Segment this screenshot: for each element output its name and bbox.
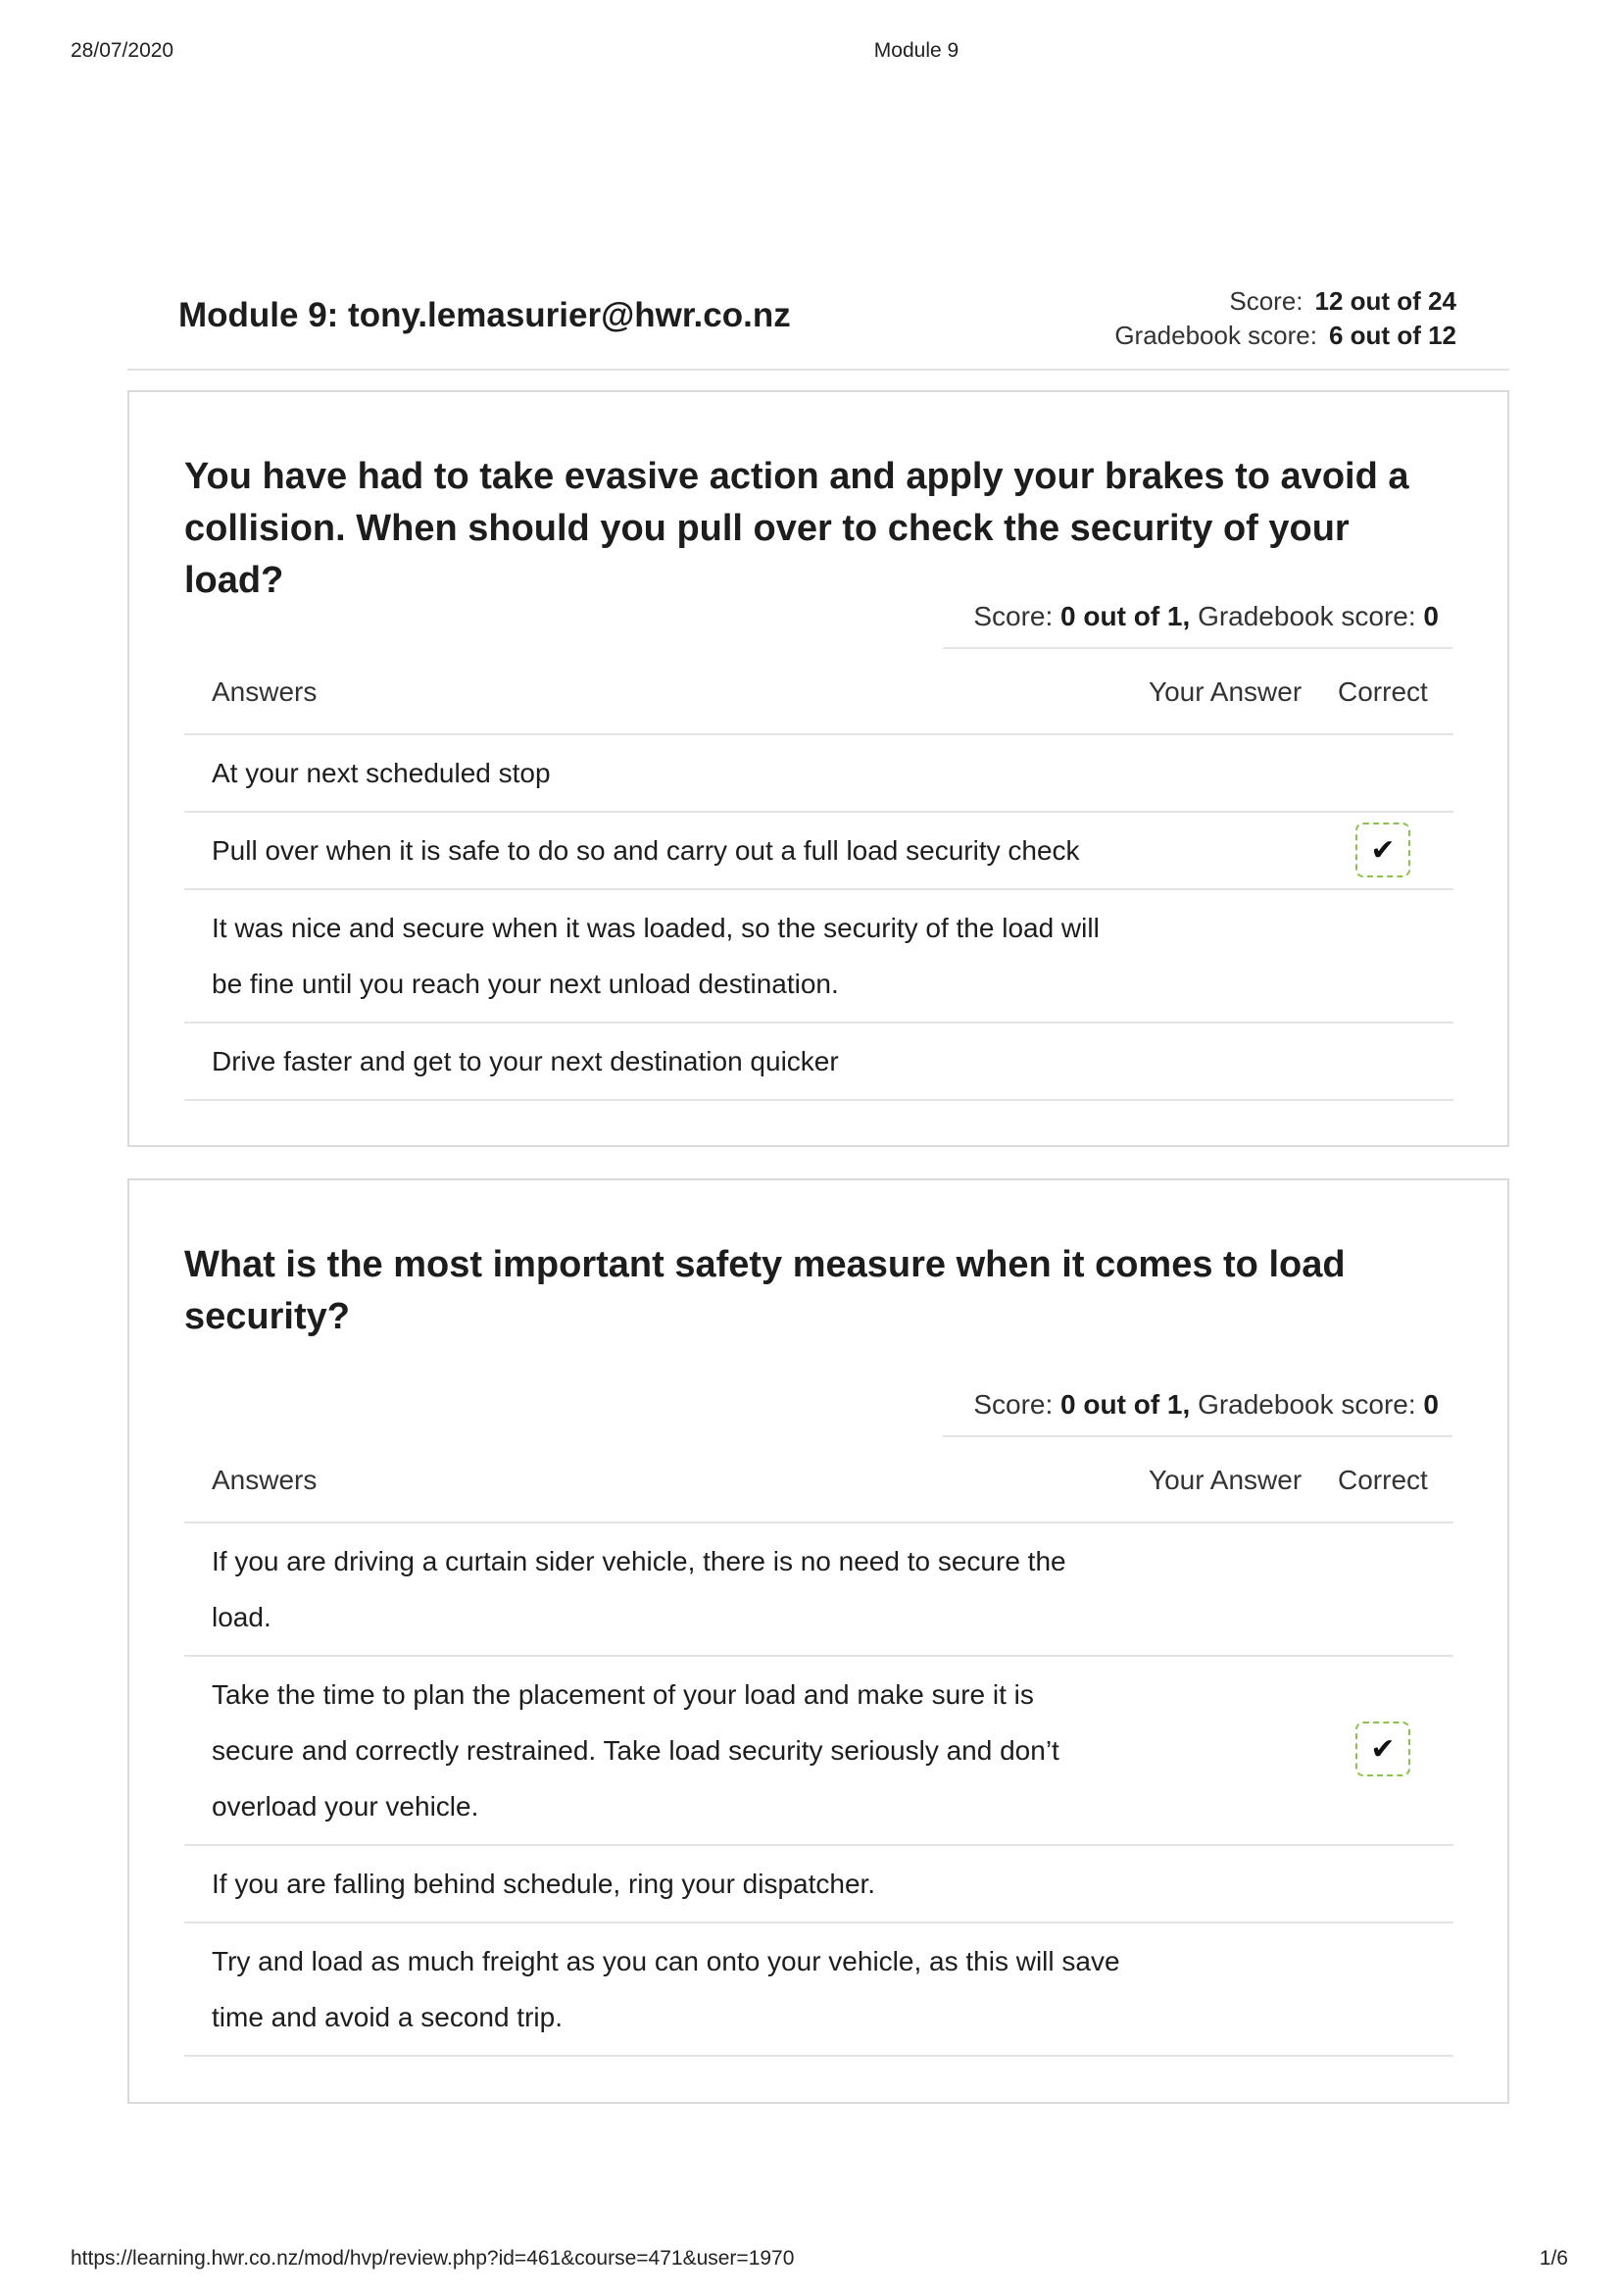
question-text: What is the most important safety measure when it comes to load security? <box>184 1244 1346 1337</box>
question-score-value: 0 out of 1, <box>1060 601 1191 631</box>
question-score <box>943 1376 1452 1437</box>
answer-row <box>184 1523 1453 1657</box>
module-gradebook-score <box>1114 319 1456 353</box>
question-card-1 <box>127 390 1509 1147</box>
answer-row <box>184 1657 1453 1846</box>
question-gradebook-label: Gradebook score: <box>1198 1389 1416 1420</box>
check-icon: ✔ <box>1370 832 1396 868</box>
header-correct: Correct <box>1338 1465 1428 1495</box>
answer-row <box>184 1023 1453 1101</box>
answer-row <box>184 890 1453 1023</box>
answer-text: Try and load as much freight as you can onto your vehicle, as this will save time and avoid a second trip. <box>212 1946 1120 2032</box>
module-score-value: 12 out of 24 <box>1314 286 1456 316</box>
question-text: You have had to take evasive action and apply your brakes to avoid a collision. When should you pull over to check the security of your load? <box>184 456 1409 601</box>
answer-row <box>184 1923 1453 2057</box>
module-scores <box>1114 284 1456 353</box>
print-footer <box>0 2247 1623 2276</box>
page-title: Module 9: tony.lemasurier@hwr.co.nz <box>178 296 791 334</box>
answers-table-header <box>184 657 1453 735</box>
answer-text: It was nice and secure when it was loaded, so the security of the load will be fine until you reach your next unload destination. <box>212 913 1100 999</box>
question-gradebook-value: 0 <box>1423 601 1439 631</box>
question-score-label: Score: <box>973 1389 1054 1420</box>
answer-row <box>184 1846 1453 1923</box>
answer-text: Pull over when it is safe to do so and carry out a full load security check <box>212 835 1080 866</box>
check-icon: ✔ <box>1370 1731 1396 1767</box>
answers-table <box>184 657 1453 1101</box>
print-header <box>0 39 1623 69</box>
module-header <box>127 275 1509 371</box>
answer-text: Drive faster and get to your next destination quicker <box>212 1046 839 1076</box>
answer-text: If you are driving a curtain sider vehicle, there is no need to secure the load. <box>212 1546 1066 1632</box>
answers-table <box>184 1445 1453 2057</box>
question-gradebook-value: 0 <box>1423 1389 1439 1420</box>
module-score-label: Score: <box>1229 286 1303 316</box>
header-answers: Answers <box>212 676 318 707</box>
module-gradebook-label: Gradebook score: <box>1114 321 1317 350</box>
answers-table-header <box>184 1445 1453 1523</box>
question-card-2 <box>127 1178 1509 2104</box>
answer-row <box>184 735 1453 813</box>
question-gradebook-label: Gradebook score: <box>1198 601 1416 631</box>
answer-text: If you are falling behind schedule, ring your dispatcher. <box>212 1869 876 1899</box>
page-number: 1/6 <box>1539 2247 1568 2270</box>
question-score-value: 0 out of 1, <box>1060 1389 1191 1420</box>
print-title: Module 9 <box>873 39 959 62</box>
module-gradebook-value: 6 out of 12 <box>1328 321 1456 350</box>
header-your-answer: Your Answer <box>1149 676 1303 707</box>
print-url: https://learning.hwr.co.nz/mod/hvp/review.php?id=461&course=471&user=1970 <box>71 2247 795 2270</box>
correct-answer-marker <box>1355 823 1410 877</box>
answer-text: At your next scheduled stop <box>212 758 551 788</box>
question-score <box>943 588 1452 649</box>
header-answers: Answers <box>212 1465 318 1495</box>
answer-text: Take the time to plan the placement of your load and make sure it is secure and correctly restrained. Take load security seriously and don’t overload your vehicle. <box>212 1679 1059 1822</box>
question-score-label: Score: <box>973 601 1054 631</box>
correct-answer-marker <box>1355 1722 1410 1776</box>
header-correct: Correct <box>1338 676 1428 707</box>
answer-row <box>184 813 1453 890</box>
print-date: 28/07/2020 <box>71 39 174 62</box>
module-score <box>1114 284 1456 319</box>
header-your-answer: Your Answer <box>1149 1465 1303 1495</box>
